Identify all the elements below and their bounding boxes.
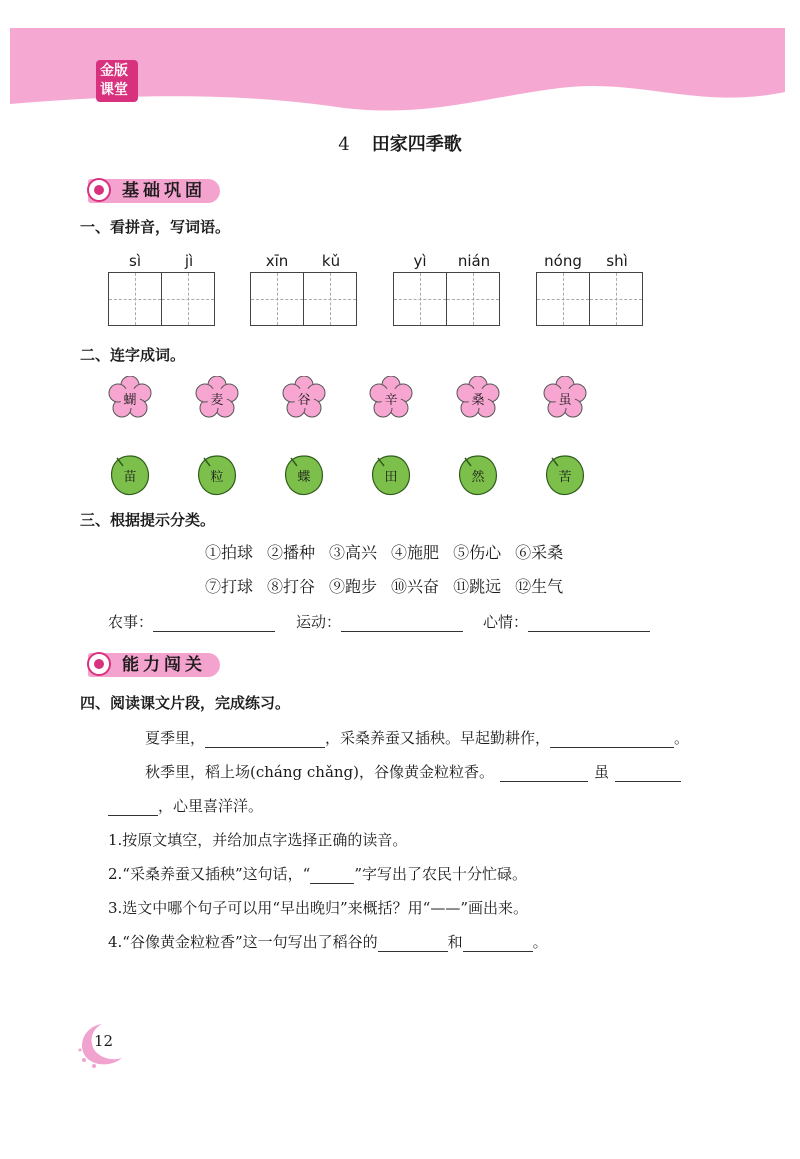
sub-question-2: 2.“采桑养蚕又插秧”这句话，“ ”字写出了农民十分忙碌。 bbox=[108, 865, 527, 883]
section-badge-ability: 能力闯关 bbox=[88, 651, 220, 679]
sub-question-1: 1.按原文填空，并给加点字选择正确的读音。 bbox=[108, 831, 408, 849]
writing-box[interactable] bbox=[446, 272, 500, 326]
answer-blank[interactable] bbox=[341, 615, 463, 632]
flower-char[interactable]: 麦 bbox=[195, 376, 239, 420]
passage-line-3: ，心里喜洋洋。 bbox=[108, 795, 263, 816]
writing-box[interactable] bbox=[161, 272, 215, 326]
category-farming: 农事： bbox=[108, 611, 275, 632]
pinyin: shì bbox=[606, 252, 628, 270]
publisher-logo: 金版 课堂 bbox=[96, 60, 138, 102]
flower-char[interactable]: 桑 bbox=[456, 376, 500, 420]
answer-blank[interactable] bbox=[528, 615, 650, 632]
answer-blank[interactable] bbox=[310, 867, 354, 884]
pinyin: xīn bbox=[265, 252, 289, 270]
page-number: 12 bbox=[94, 1032, 114, 1050]
match-area bbox=[105, 372, 605, 502]
flower-char[interactable]: 虽 bbox=[543, 376, 587, 420]
page-title: 4 田家四季歌 bbox=[338, 134, 462, 155]
answer-blank[interactable] bbox=[615, 765, 681, 782]
answer-blank[interactable] bbox=[153, 615, 275, 632]
answer-blank[interactable] bbox=[463, 935, 533, 952]
pinyin: sì bbox=[129, 252, 141, 270]
sub-question-4: 4.“谷像黄金粒粒香”这一句写出了稻谷的 和 。 bbox=[108, 933, 548, 951]
writing-box[interactable] bbox=[393, 272, 447, 326]
pinyin: nóng bbox=[544, 252, 582, 270]
section-badge-basics: 基础巩固 bbox=[88, 177, 220, 205]
leaf-char[interactable]: 田 bbox=[368, 452, 414, 498]
category-sports: 运动： bbox=[296, 611, 463, 632]
word-list-row-2: ⑦打球 ⑧打谷 ⑨跑步 ⑩兴奋 ⑪跳远 ⑫生气 bbox=[205, 577, 564, 596]
question-4-label: 四、阅读课文片段，完成练习。 bbox=[80, 694, 291, 712]
pinyin: kǔ bbox=[321, 252, 341, 270]
pinyin: yì bbox=[413, 252, 427, 270]
leaf-char[interactable]: 苗 bbox=[107, 452, 153, 498]
flower-icon bbox=[86, 649, 116, 679]
leaf-char[interactable]: 然 bbox=[455, 452, 501, 498]
answer-blank[interactable] bbox=[205, 731, 325, 748]
leaf-char[interactable]: 苦 bbox=[542, 452, 588, 498]
leaf-char[interactable]: 粒 bbox=[194, 452, 240, 498]
writing-box[interactable] bbox=[589, 272, 643, 326]
passage-line-2: 秋季里，稻上场(cháng chǎng)，谷像黄金粒粒香。 虽 bbox=[145, 761, 681, 782]
pinyin: nián bbox=[457, 252, 491, 270]
flower-char[interactable]: 辛 bbox=[369, 376, 413, 420]
writing-box[interactable] bbox=[250, 272, 304, 326]
pinyin: jì bbox=[184, 252, 194, 270]
leaf-char[interactable]: 蝶 bbox=[281, 452, 327, 498]
flower-icon bbox=[86, 175, 116, 205]
sub-question-3: 3.选文中哪个句子可以用“早出晚归”来概括？用“——”画出来。 bbox=[108, 899, 528, 917]
writing-box[interactable] bbox=[108, 272, 162, 326]
word-list-row-1: ①拍球 ②播种 ③高兴 ④施肥 ⑤伤心 ⑥采桑 bbox=[205, 543, 564, 562]
flower-char[interactable]: 蝴 bbox=[108, 376, 152, 420]
answer-blank[interactable] bbox=[378, 935, 448, 952]
passage-line-1: 夏季里， ，采桑养蚕又插秧。早起勤耕作， 。 bbox=[145, 729, 690, 747]
question-3-label: 三、根据提示分类。 bbox=[80, 511, 216, 529]
writing-box[interactable] bbox=[536, 272, 590, 326]
writing-box[interactable] bbox=[303, 272, 357, 326]
answer-blank[interactable] bbox=[500, 765, 588, 782]
question-2-label: 二、连字成词。 bbox=[80, 346, 186, 364]
answer-blank[interactable] bbox=[550, 731, 674, 748]
answer-blank[interactable] bbox=[108, 799, 158, 816]
category-mood: 心情： bbox=[483, 611, 650, 632]
question-1-label: 一、看拼音，写词语。 bbox=[80, 218, 231, 236]
flower-char[interactable]: 谷 bbox=[282, 376, 326, 420]
